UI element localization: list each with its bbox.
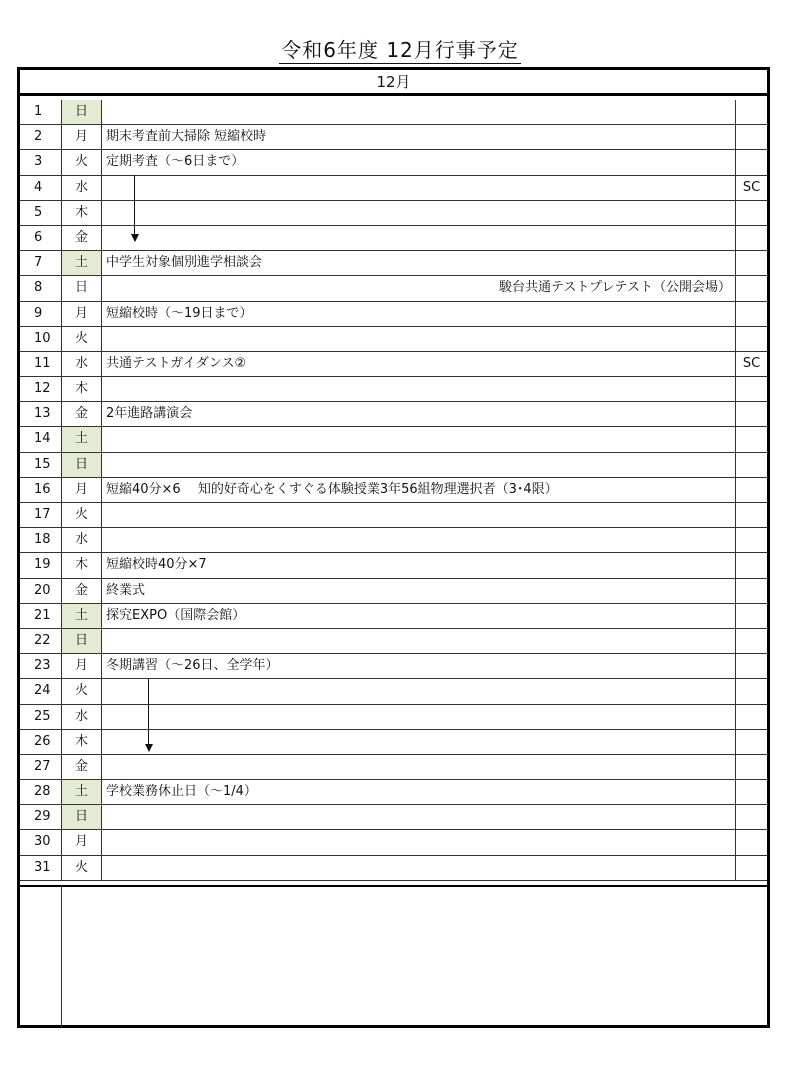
sc-mark: SC [742, 355, 761, 371]
sc-mark [736, 705, 767, 729]
sc-mark [736, 528, 767, 552]
sc-mark [736, 553, 767, 577]
sc-mark [736, 453, 767, 477]
sc-mark [736, 302, 767, 326]
table-row [20, 302, 767, 327]
weekday: 水 [62, 528, 102, 552]
day-number: 27 [20, 755, 62, 779]
weekday: 水 [62, 705, 102, 729]
table-row [20, 730, 767, 755]
event-text: 学校業務休止日（～1/4） [102, 780, 736, 804]
day-number: 17 [20, 503, 62, 527]
day-number: 1 [20, 100, 62, 124]
weekday: 月 [62, 478, 102, 502]
table-row [20, 377, 767, 402]
weekday: 月 [62, 654, 102, 678]
memo-area [20, 885, 767, 1025]
table-row [20, 780, 767, 805]
arrow-down-icon [148, 678, 149, 751]
day-number: 26 [20, 730, 62, 754]
sc-mark [736, 755, 767, 779]
day-number: 29 [20, 805, 62, 829]
table-row [20, 176, 767, 201]
sc-mark [736, 604, 767, 628]
table-row [20, 604, 767, 629]
table-row [20, 276, 767, 301]
sc-mark [736, 579, 767, 603]
day-number: 23 [20, 654, 62, 678]
weekday: 日 [62, 276, 102, 300]
event-text: 定期考査（～6日まで） [102, 150, 736, 174]
event-text: 駿台共通テストプレテスト（公開会場） [102, 276, 736, 300]
event-text: 短縮40分×6 知的好奇心をくすぐる体験授業3年56組物理選択者（3･4限） [102, 478, 736, 502]
table-row [20, 805, 767, 830]
table-row [20, 352, 767, 377]
day-number: 31 [20, 856, 62, 880]
event-text [102, 805, 736, 829]
day-number: 21 [20, 604, 62, 628]
day-number: 19 [20, 553, 62, 577]
table-row [20, 654, 767, 679]
weekday: 土 [62, 427, 102, 451]
weekday: 金 [62, 755, 102, 779]
day-number: 12 [20, 377, 62, 401]
table-row [20, 830, 767, 855]
sc-mark [736, 251, 767, 275]
sc-mark [736, 402, 767, 426]
sc-mark [736, 377, 767, 401]
weekday: 火 [62, 856, 102, 880]
sc-mark [736, 226, 767, 250]
event-text: 探究EXPO（国際会館） [102, 604, 736, 628]
weekday: 土 [62, 604, 102, 628]
event-text: 中学生対象個別進学相談会 [102, 251, 736, 275]
event-text [102, 176, 736, 200]
event-text [102, 705, 736, 729]
sc-mark: SC [742, 179, 761, 195]
day-number: 11 [20, 352, 62, 376]
day-number: 30 [20, 830, 62, 854]
weekday: 土 [62, 251, 102, 275]
event-text [102, 201, 736, 225]
event-text: 終業式 [102, 579, 736, 603]
sc-mark [736, 276, 767, 300]
weekday: 月 [62, 830, 102, 854]
weekday: 日 [62, 805, 102, 829]
event-text: 期末考査前大掃除 短縮校時 [102, 125, 736, 149]
weekday: 火 [62, 679, 102, 703]
sc-mark [736, 730, 767, 754]
day-number: 4 [20, 176, 62, 200]
sc-mark [736, 679, 767, 703]
weekday: 日 [62, 453, 102, 477]
day-number: 14 [20, 427, 62, 451]
day-number: 6 [20, 226, 62, 250]
event-text: 短縮校時（～19日まで） [102, 302, 736, 326]
table-row [20, 453, 767, 478]
event-text [102, 453, 736, 477]
weekday: 金 [62, 579, 102, 603]
table-row [20, 251, 767, 276]
event-text [102, 427, 736, 451]
event-text [102, 503, 736, 527]
day-number: 24 [20, 679, 62, 703]
event-text [102, 830, 736, 854]
weekday: 日 [62, 629, 102, 653]
memo-left-cell [20, 887, 62, 1025]
event-text [102, 528, 736, 552]
weekday: 金 [62, 226, 102, 250]
table-row [20, 427, 767, 452]
sc-mark [736, 427, 767, 451]
weekday: 火 [62, 503, 102, 527]
table-row [20, 100, 767, 125]
sc-mark [736, 629, 767, 653]
day-number: 3 [20, 150, 62, 174]
event-text: 2年進路講演会 [102, 402, 736, 426]
day-number: 16 [20, 478, 62, 502]
page-title [0, 34, 800, 63]
table-row [20, 579, 767, 604]
sc-mark [736, 830, 767, 854]
day-number: 20 [20, 579, 62, 603]
weekday: 木 [62, 553, 102, 577]
weekday: 火 [62, 327, 102, 351]
sc-mark [736, 150, 767, 174]
calendar-table [17, 67, 770, 1028]
event-text: 短縮校時40分×7 [102, 553, 736, 577]
sc-mark [736, 100, 767, 124]
weekday: 水 [62, 176, 102, 200]
sc-mark [736, 856, 767, 880]
sc-mark [736, 478, 767, 502]
table-row [20, 402, 767, 427]
day-number: 5 [20, 201, 62, 225]
month-header: 12月 [20, 70, 767, 96]
weekday: 木 [62, 377, 102, 401]
weekday: 金 [62, 402, 102, 426]
day-rows [20, 100, 767, 881]
sc-mark [736, 125, 767, 149]
sc-mark [736, 503, 767, 527]
event-text [102, 679, 736, 703]
weekday: 木 [62, 201, 102, 225]
day-number: 8 [20, 276, 62, 300]
table-row [20, 528, 767, 553]
table-row [20, 327, 767, 352]
weekday: 火 [62, 150, 102, 174]
event-text [102, 100, 736, 124]
event-text: 共通テストガイダンス② [102, 352, 736, 376]
weekday: 日 [62, 100, 102, 124]
weekday: 水 [62, 352, 102, 376]
arrow-down-icon [134, 175, 135, 241]
day-number: 22 [20, 629, 62, 653]
weekday: 月 [62, 125, 102, 149]
weekday: 木 [62, 730, 102, 754]
table-row [20, 150, 767, 175]
table-row [20, 201, 767, 226]
table-row [20, 125, 767, 150]
day-number: 9 [20, 302, 62, 326]
event-text [102, 629, 736, 653]
sc-mark [736, 780, 767, 804]
table-row [20, 553, 767, 578]
table-row [20, 755, 767, 780]
day-number: 2 [20, 125, 62, 149]
sc-mark [736, 201, 767, 225]
table-row [20, 478, 767, 503]
event-text [102, 327, 736, 351]
sc-mark [736, 805, 767, 829]
event-text [102, 856, 736, 880]
event-text [102, 730, 736, 754]
day-number: 28 [20, 780, 62, 804]
table-row [20, 705, 767, 730]
sc-mark [736, 327, 767, 351]
event-text [102, 755, 736, 779]
day-number: 7 [20, 251, 62, 275]
day-number: 10 [20, 327, 62, 351]
table-row [20, 503, 767, 528]
day-number: 25 [20, 705, 62, 729]
page-title-text: 令和6年度 12月行事予定 [281, 38, 519, 62]
table-row [20, 679, 767, 704]
weekday: 土 [62, 780, 102, 804]
table-row [20, 629, 767, 654]
weekday: 月 [62, 302, 102, 326]
day-number: 13 [20, 402, 62, 426]
event-text: 冬期講習（～26日、全学年） [102, 654, 736, 678]
table-row [20, 856, 767, 881]
day-number: 18 [20, 528, 62, 552]
day-number: 15 [20, 453, 62, 477]
event-text [102, 226, 736, 250]
event-text [102, 377, 736, 401]
sc-mark [736, 654, 767, 678]
